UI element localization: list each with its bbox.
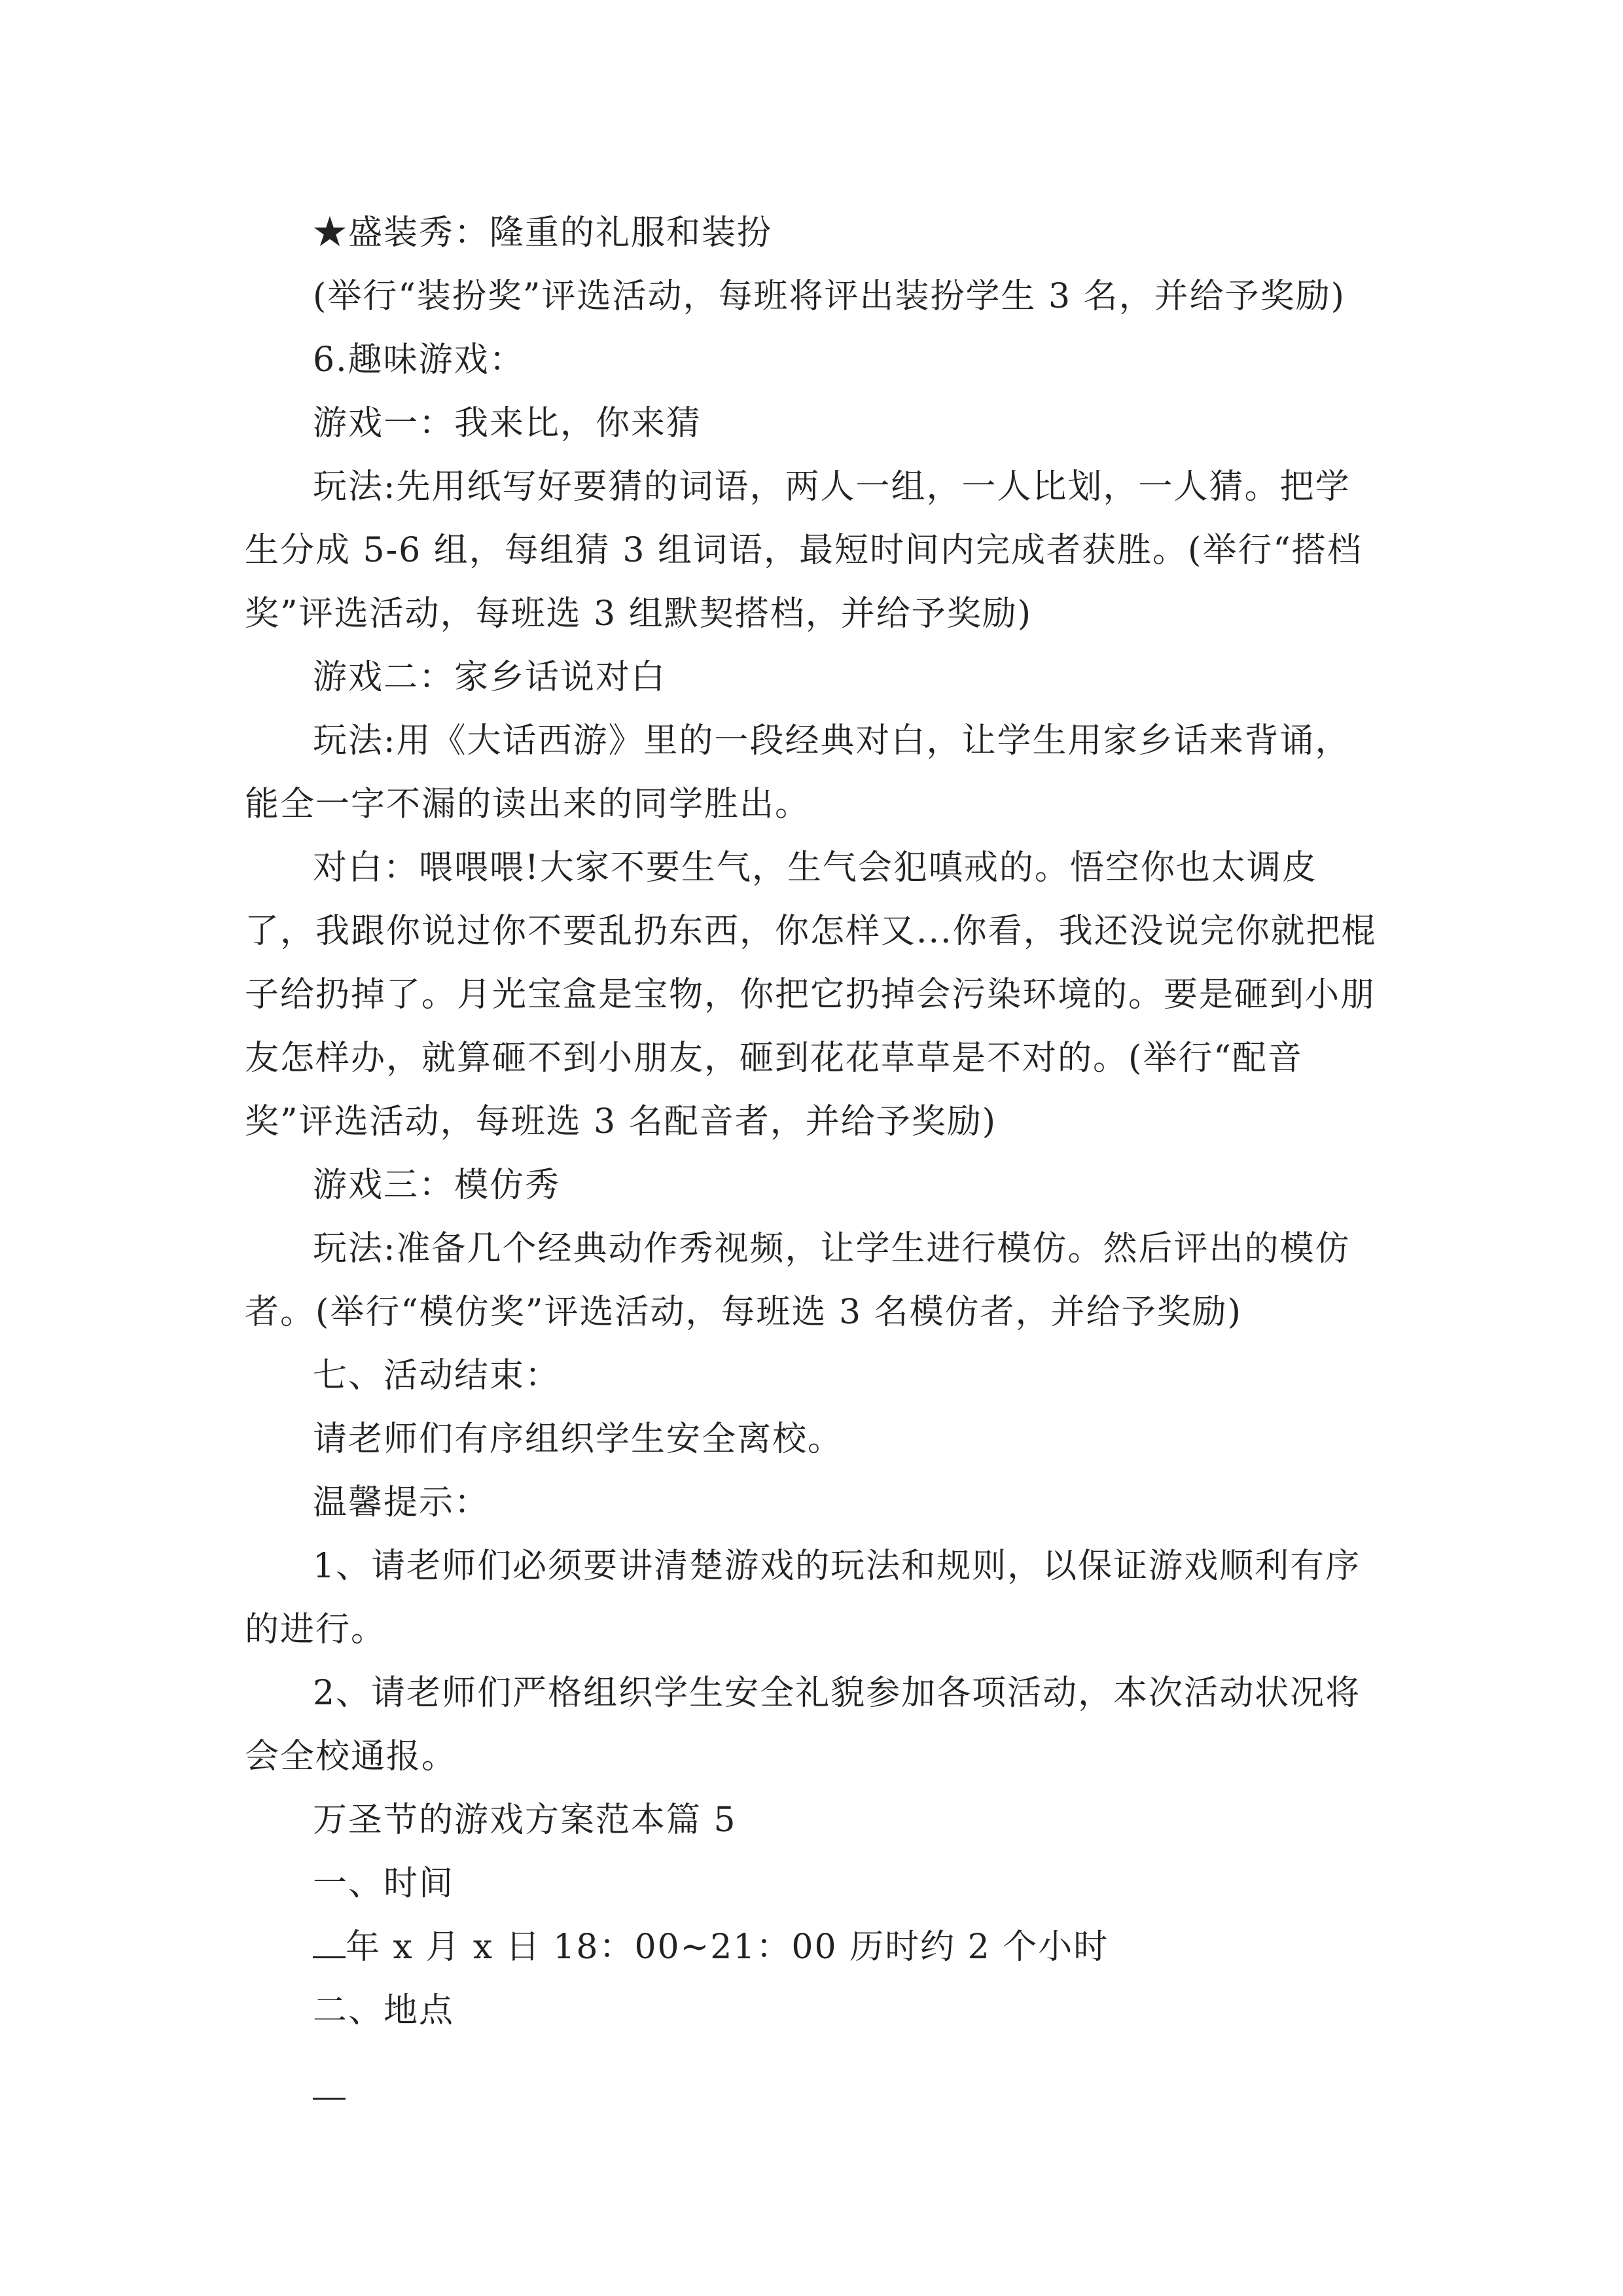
document-section-title: 万圣节的游戏方案范本篇 5 <box>313 1801 737 1840</box>
paragraph: 对白：喂喂喂!大家不要生气，生气会犯嗔戒的。悟空你也太调皮了，我跟你说过你不要乱扔东西，你怎样又...你看，我还没说完你就把棍子给扔掉了。月光宝盒是宝物，你把它扔掉会污染环境的。要是砸到小朋友怎样办，就算砸不到小朋友，砸到花花草草是不对的。(举行“配音奖”评选活动，每班选 3 名配音者，并给予奖励) <box>245 848 1377 1141</box>
paragraph: 玩法:用《大话西游》里的一段经典对白，让学生用家乡话来背诵，能全一字不漏的读出来的同学胜出。 <box>245 721 1351 824</box>
tips-heading: 温馨提示： <box>313 1483 490 1522</box>
game-heading: 游戏三：模仿秀 <box>313 1166 561 1205</box>
paragraph: 请老师们有序组织学生安全离校。 <box>313 1420 844 1459</box>
section-heading: 6.趣味游戏： <box>313 340 525 380</box>
paragraph: 玩法:准备几个经典动作秀视频，让学生进行模仿。然后评出的模仿者。(举行“模仿奖”评选活动，每班选 3 名模仿者，并给予奖励) <box>245 1229 1351 1332</box>
game-heading: 游戏二：家乡话说对白 <box>313 658 667 697</box>
location-blank-line <box>245 2057 1383 2121</box>
paragraph: 2、请老师们严格组织学生安全礼貌参加各项活动，本次活动状况将会全校通报。 <box>245 1674 1361 1776</box>
paragraph: ★盛装秀：隆重的礼服和装扮 <box>313 213 773 253</box>
section-heading: 七、活动结束： <box>313 1356 561 1395</box>
section-heading: 一、时间 <box>313 1864 455 1903</box>
blank-underline <box>313 1928 346 1958</box>
paragraph: 1、请老师们必须要讲清楚游戏的玩法和规则，以保证游戏顺利有序的进行。 <box>245 1547 1361 1649</box>
section-heading: 二、地点 <box>313 1991 455 2030</box>
paragraph: 玩法:先用纸写好要猜的词语，两人一组，一人比划，一人猜。把学生分成 5-6 组，每组猜 3 组词语，最短时间内完成者获胜。(举行“搭档奖”评选活动，每班选 3 组默契搭档，并给予奖励) <box>245 467 1363 634</box>
game-heading: 游戏一：我来比，你来猜 <box>313 404 702 443</box>
time-text: 年 x 月 x 日 18：00~21：00 历时约 2 个小时 <box>346 1928 1109 1967</box>
time-line <box>245 1916 1383 1979</box>
document-body <box>245 202 1383 2121</box>
blank-underline <box>313 2069 346 2100</box>
paragraph: (举行“装扮奖”评选活动，每班将评出装扮学生 3 名，并给予奖励) <box>313 277 1346 316</box>
